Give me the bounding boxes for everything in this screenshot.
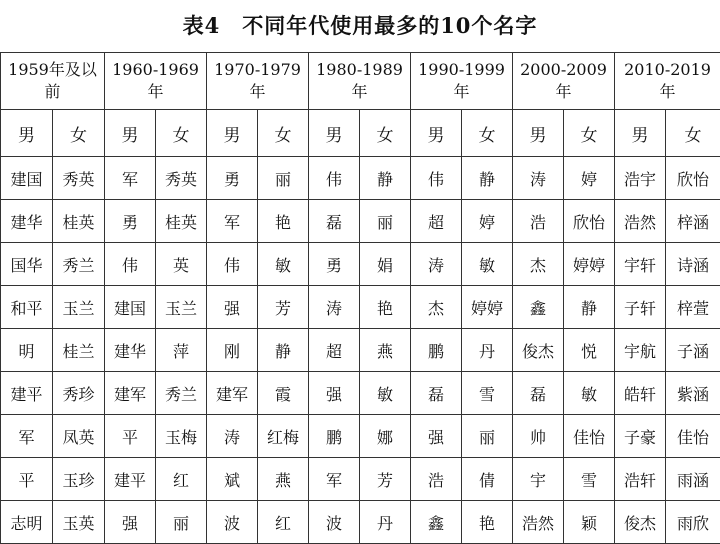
male-name-cell: 军 <box>309 458 360 501</box>
female-name-cell: 佳怡 <box>564 415 615 458</box>
female-name-cell: 丽 <box>462 415 513 458</box>
male-name-cell: 伟 <box>105 243 156 286</box>
names-table <box>0 52 720 544</box>
table-row <box>1 200 720 243</box>
table-row <box>1 157 720 200</box>
male-name-cell: 浩然 <box>615 200 666 243</box>
female-name-cell: 霞 <box>258 372 309 415</box>
female-name-cell: 燕 <box>258 458 309 501</box>
female-name-cell: 丽 <box>258 157 309 200</box>
female-name-cell: 红梅 <box>258 415 309 458</box>
gender-header-female: 女 <box>258 110 309 157</box>
gender-header-female: 女 <box>53 110 105 157</box>
decade-header-line1: 1980-1989 <box>309 59 410 81</box>
male-name-cell: 建军 <box>105 372 156 415</box>
male-name-cell: 强 <box>105 501 156 544</box>
table-title: 表4 不同年代使用最多的10个名字 <box>0 0 720 52</box>
decade-header-row <box>1 53 720 110</box>
male-name-cell: 磊 <box>411 372 462 415</box>
female-name-cell: 诗涵 <box>666 243 720 286</box>
gender-header-female: 女 <box>360 110 411 157</box>
female-name-cell: 玉兰 <box>156 286 207 329</box>
decade-header <box>207 53 309 110</box>
female-name-cell: 婷婷 <box>462 286 513 329</box>
table-row <box>1 243 720 286</box>
female-name-cell: 雨欣 <box>666 501 720 544</box>
male-name-cell: 强 <box>411 415 462 458</box>
male-name-cell: 波 <box>309 501 360 544</box>
female-name-cell: 静 <box>564 286 615 329</box>
table-row <box>1 329 720 372</box>
female-name-cell: 雪 <box>462 372 513 415</box>
male-name-cell: 建华 <box>1 200 53 243</box>
male-name-cell: 波 <box>207 501 258 544</box>
decade-header-line1: 1960-1969 <box>105 59 206 81</box>
gender-header-male: 男 <box>615 110 666 157</box>
decade-header-line1: 1990-1999 <box>411 59 512 81</box>
male-name-cell: 强 <box>309 372 360 415</box>
male-name-cell: 杰 <box>411 286 462 329</box>
decade-header-line1: 1970-1979 <box>207 59 308 81</box>
male-name-cell: 伟 <box>207 243 258 286</box>
female-name-cell: 倩 <box>462 458 513 501</box>
gender-header-male: 男 <box>1 110 53 157</box>
male-name-cell: 磊 <box>513 372 564 415</box>
male-name-cell: 宇轩 <box>615 243 666 286</box>
female-name-cell: 红 <box>258 501 309 544</box>
female-name-cell: 芳 <box>258 286 309 329</box>
decade-header-line2: 年 <box>207 81 308 103</box>
female-name-cell: 桂英 <box>156 200 207 243</box>
female-name-cell: 丹 <box>462 329 513 372</box>
female-name-cell: 敏 <box>462 243 513 286</box>
female-name-cell: 静 <box>258 329 309 372</box>
male-name-cell: 军 <box>1 415 53 458</box>
decade-header-line2: 年 <box>411 81 512 103</box>
table-row <box>1 372 720 415</box>
female-name-cell: 敏 <box>258 243 309 286</box>
female-name-cell: 芳 <box>360 458 411 501</box>
female-name-cell: 静 <box>462 157 513 200</box>
gender-header-male: 男 <box>411 110 462 157</box>
female-name-cell: 艳 <box>360 286 411 329</box>
female-name-cell: 秀兰 <box>156 372 207 415</box>
male-name-cell: 鹏 <box>411 329 462 372</box>
decade-header <box>411 53 513 110</box>
female-name-cell: 秀英 <box>53 157 105 200</box>
male-name-cell: 浩然 <box>513 501 564 544</box>
female-name-cell: 欣怡 <box>666 157 720 200</box>
male-name-cell: 勇 <box>105 200 156 243</box>
female-name-cell: 婷 <box>564 157 615 200</box>
decade-header <box>513 53 615 110</box>
male-name-cell: 超 <box>411 200 462 243</box>
decade-header-line1: 2000-2009 <box>513 59 614 81</box>
table-row <box>1 286 720 329</box>
male-name-cell: 宇 <box>513 458 564 501</box>
male-name-cell: 明 <box>1 329 53 372</box>
female-name-cell: 敏 <box>360 372 411 415</box>
male-name-cell: 勇 <box>309 243 360 286</box>
male-name-cell: 磊 <box>309 200 360 243</box>
female-name-cell: 梓萱 <box>666 286 720 329</box>
female-name-cell: 秀英 <box>156 157 207 200</box>
gender-header-female: 女 <box>666 110 720 157</box>
male-name-cell: 志明 <box>1 501 53 544</box>
gender-header-female: 女 <box>564 110 615 157</box>
female-name-cell: 英 <box>156 243 207 286</box>
gender-header-female: 女 <box>462 110 513 157</box>
gender-header-male: 男 <box>105 110 156 157</box>
male-name-cell: 建国 <box>105 286 156 329</box>
female-name-cell: 紫涵 <box>666 372 720 415</box>
female-name-cell: 娜 <box>360 415 411 458</box>
decade-header-line1: 2010-2019 <box>615 59 720 81</box>
male-name-cell: 涛 <box>207 415 258 458</box>
male-name-cell: 建国 <box>1 157 53 200</box>
female-name-cell: 雪 <box>564 458 615 501</box>
male-name-cell: 浩 <box>513 200 564 243</box>
female-name-cell: 玉梅 <box>156 415 207 458</box>
female-name-cell: 玉珍 <box>53 458 105 501</box>
table-row <box>1 458 720 501</box>
male-name-cell: 鑫 <box>513 286 564 329</box>
female-name-cell: 丽 <box>156 501 207 544</box>
male-name-cell: 国华 <box>1 243 53 286</box>
female-name-cell: 子涵 <box>666 329 720 372</box>
female-name-cell: 雨涵 <box>666 458 720 501</box>
male-name-cell: 皓轩 <box>615 372 666 415</box>
female-name-cell: 丹 <box>360 501 411 544</box>
male-name-cell: 斌 <box>207 458 258 501</box>
table-body <box>1 157 720 544</box>
decade-header <box>309 53 411 110</box>
gender-header-male: 男 <box>207 110 258 157</box>
female-name-cell: 燕 <box>360 329 411 372</box>
male-name-cell: 涛 <box>411 243 462 286</box>
male-name-cell: 俊杰 <box>615 501 666 544</box>
male-name-cell: 子轩 <box>615 286 666 329</box>
female-name-cell: 颖 <box>564 501 615 544</box>
female-name-cell: 秀珍 <box>53 372 105 415</box>
male-name-cell: 建平 <box>1 372 53 415</box>
male-name-cell: 平 <box>105 415 156 458</box>
male-name-cell: 伟 <box>411 157 462 200</box>
male-name-cell: 鑫 <box>411 501 462 544</box>
male-name-cell: 建华 <box>105 329 156 372</box>
female-name-cell: 婷婷 <box>564 243 615 286</box>
decade-header-line2: 年 <box>105 81 206 103</box>
female-name-cell: 婷 <box>462 200 513 243</box>
male-name-cell: 平 <box>1 458 53 501</box>
female-name-cell: 秀兰 <box>53 243 105 286</box>
female-name-cell: 娟 <box>360 243 411 286</box>
decade-header-line2: 年 <box>615 81 720 103</box>
female-name-cell: 佳怡 <box>666 415 720 458</box>
female-name-cell: 玉英 <box>53 501 105 544</box>
female-name-cell: 桂英 <box>53 200 105 243</box>
male-name-cell: 涛 <box>309 286 360 329</box>
gender-header-female: 女 <box>156 110 207 157</box>
table-row <box>1 501 720 544</box>
decade-header-line2: 年 <box>309 81 410 103</box>
male-name-cell: 强 <box>207 286 258 329</box>
male-name-cell: 宇航 <box>615 329 666 372</box>
table-row <box>1 415 720 458</box>
decade-header <box>105 53 207 110</box>
female-name-cell: 艳 <box>462 501 513 544</box>
male-name-cell: 杰 <box>513 243 564 286</box>
male-name-cell: 俊杰 <box>513 329 564 372</box>
female-name-cell: 玉兰 <box>53 286 105 329</box>
male-name-cell: 涛 <box>513 157 564 200</box>
male-name-cell: 刚 <box>207 329 258 372</box>
female-name-cell: 丽 <box>360 200 411 243</box>
male-name-cell: 和平 <box>1 286 53 329</box>
female-name-cell: 欣怡 <box>564 200 615 243</box>
male-name-cell: 浩 <box>411 458 462 501</box>
male-name-cell: 子豪 <box>615 415 666 458</box>
female-name-cell: 凤英 <box>53 415 105 458</box>
female-name-cell: 悦 <box>564 329 615 372</box>
female-name-cell: 萍 <box>156 329 207 372</box>
decade-header-line2: 年 <box>513 81 614 103</box>
male-name-cell: 军 <box>105 157 156 200</box>
decade-header-line2: 前 <box>1 81 104 103</box>
gender-header-male: 男 <box>513 110 564 157</box>
male-name-cell: 帅 <box>513 415 564 458</box>
female-name-cell: 敏 <box>564 372 615 415</box>
female-name-cell: 红 <box>156 458 207 501</box>
decade-header <box>1 53 105 110</box>
gender-header-male: 男 <box>309 110 360 157</box>
male-name-cell: 浩轩 <box>615 458 666 501</box>
male-name-cell: 建平 <box>105 458 156 501</box>
male-name-cell: 浩宇 <box>615 157 666 200</box>
female-name-cell: 梓涵 <box>666 200 720 243</box>
male-name-cell: 建军 <box>207 372 258 415</box>
male-name-cell: 勇 <box>207 157 258 200</box>
male-name-cell: 军 <box>207 200 258 243</box>
male-name-cell: 伟 <box>309 157 360 200</box>
female-name-cell: 桂兰 <box>53 329 105 372</box>
decade-header-line1: 1959年及以 <box>1 59 104 81</box>
female-name-cell: 艳 <box>258 200 309 243</box>
gender-header-row <box>1 110 720 157</box>
male-name-cell: 超 <box>309 329 360 372</box>
male-name-cell: 鹏 <box>309 415 360 458</box>
decade-header <box>615 53 720 110</box>
female-name-cell: 静 <box>360 157 411 200</box>
